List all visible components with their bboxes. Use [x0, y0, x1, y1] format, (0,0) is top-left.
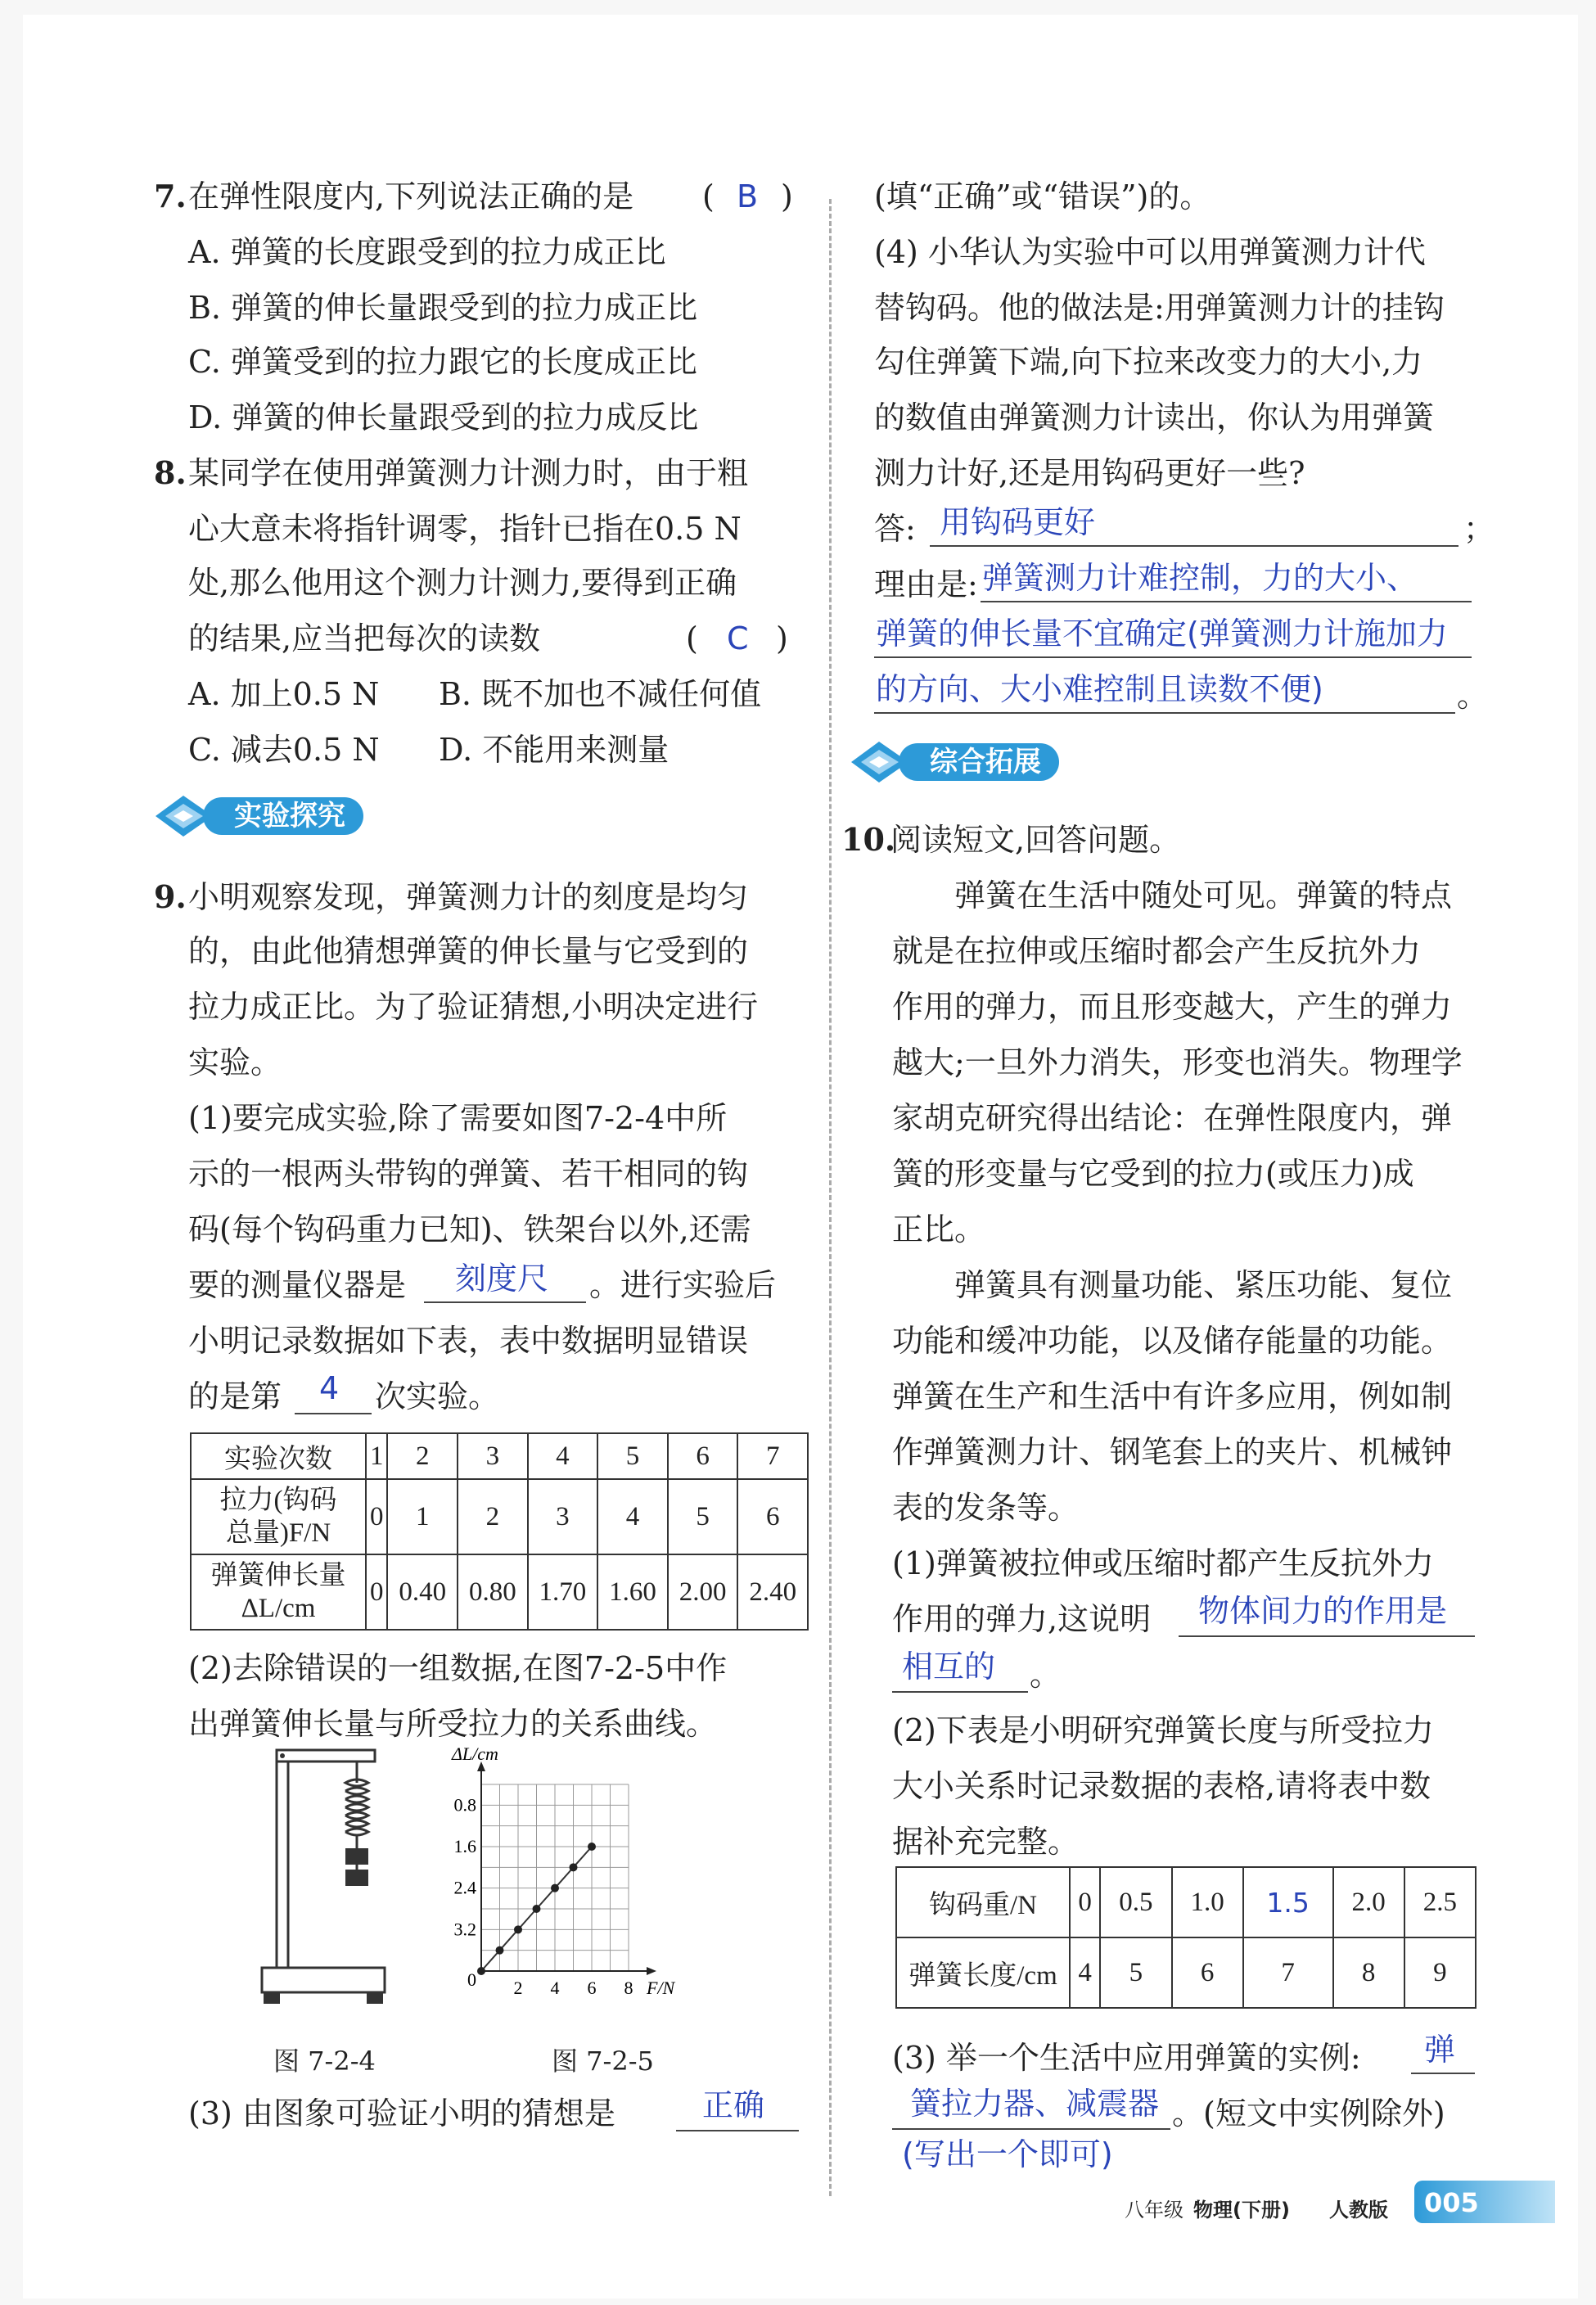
q7-answer: B — [737, 178, 759, 214]
graph-data-point — [588, 1843, 596, 1851]
q7-number: 7. — [154, 178, 187, 214]
q10-table-weight: 2.0 — [1333, 1867, 1404, 1937]
q10-p2-line-1: (2)下表是小明研究弹簧长度与所受拉力 — [892, 1712, 1434, 1748]
q10-para1-line-7: 正比。 — [892, 1211, 986, 1247]
q9-cont-line-1: (填“正确”或“错误”)的。 — [874, 178, 1211, 214]
q9-table-force: 2 — [458, 1479, 528, 1554]
q9-table-extension: 0.80 — [458, 1554, 528, 1630]
q9-answer-conclusion: 正确 — [702, 2087, 765, 2123]
q10-p1-end: 。 — [1030, 1657, 1062, 1693]
q9-p3-text: (3) 由图象可验证小明的猜想是 — [188, 2095, 615, 2131]
q7-paren-close: ) — [781, 178, 793, 214]
reason-line-3: 的方向、大小难控制且读数不便) — [876, 671, 1323, 707]
graph-data-point — [496, 1946, 504, 1955]
q10-blank-1a — [1179, 1635, 1475, 1637]
q9-table-extension-label-b: ΔL/cm — [241, 1594, 316, 1623]
q10-blank-3a — [1411, 2073, 1475, 2074]
q10-para2-line-4: 作弹簧测力计、钢笔套上的夹片、机械钟 — [892, 1434, 1453, 1470]
q9-table-extension-label-a: 弹簧伸长量 — [210, 1561, 346, 1590]
reason-blank-1 — [981, 601, 1472, 602]
q9-blank-2 — [295, 1413, 372, 1414]
q7-option-d: D. 弹簧的伸长量跟受到的拉力成反比 — [188, 399, 699, 435]
q9-table-extension: 0 — [366, 1554, 387, 1630]
q10-p3-note: (写出一个即可) — [902, 2136, 1113, 2172]
answer-blank — [930, 545, 1458, 547]
q9-p2-line-1: (2)去除错误的一组数据,在图7-2-5中作 — [188, 1650, 728, 1686]
q10-blank-1b — [892, 1691, 1028, 1693]
q9-p1-line-3: 码(每个钩码重力已知)、铁架台以外,还需 — [188, 1211, 751, 1247]
graph-y-tick: 1.6 — [453, 1836, 476, 1856]
q10-answer-3a: 弹 — [1424, 2032, 1456, 2068]
footer-page-tab — [1414, 2181, 1555, 2223]
q9-p2-line-2: 出弹簧伸长量与所受拉力的关系曲线。 — [188, 1706, 718, 1742]
q9-stem-1: 小明观察发现，弹簧测力计的刻度是均匀 — [188, 879, 749, 915]
q10-answer-3b: 簧拉力器、减震器 — [910, 2086, 1160, 2122]
reason-period: 。 — [1457, 678, 1489, 714]
q10-answer-1b: 相互的 — [902, 1649, 996, 1685]
graph-y-label: ΔL/cm — [452, 1743, 498, 1764]
spring-stand-figure — [260, 1734, 440, 2028]
q9-table-header: 实验次数 — [191, 1433, 366, 1479]
q10-table-weight: 0 — [1070, 1867, 1100, 1937]
q8-line-2: 心大意未将指针调零，指针已指在0.5 N — [188, 511, 742, 547]
q9-table-trial: 6 — [668, 1433, 738, 1479]
q9-table-force-label-b: 总量)F/N — [225, 1518, 331, 1548]
q10-table-length: 6 — [1172, 1937, 1243, 2008]
graph-y-tick: 2.4 — [453, 1877, 476, 1898]
q9-p1-line-6-pre: 的是第 — [188, 1378, 282, 1414]
graph-data-point — [514, 1925, 522, 1933]
q8-option-a: A. 加上0.5 N — [188, 676, 380, 712]
q10-stem: 阅读短文,回答问题。 — [890, 822, 1181, 858]
q10-para2-line-3: 弹簧在生产和生活中有许多应用，例如制 — [892, 1378, 1453, 1414]
q10-answer-1a: 物体间力的作用是 — [1198, 1593, 1448, 1629]
reason-blank-2 — [874, 656, 1472, 658]
graph-data-point — [570, 1863, 578, 1871]
q10-table-length: 7 — [1243, 1937, 1333, 2008]
q10-table-weight-filled: 1.5 — [1243, 1867, 1333, 1937]
q7-option-c: C. 弹簧受到的拉力跟它的长度成正比 — [188, 344, 697, 380]
q7-stem: 在弹性限度内,下列说法正确的是 — [188, 178, 634, 214]
q10-para2-line-5: 表的发条等。 — [892, 1490, 1080, 1526]
q10-table-weight-label: 钩码重/N — [896, 1867, 1070, 1937]
reason-line-2: 弹簧的伸长量不宜确定(弹簧测力计施加力 — [876, 616, 1448, 652]
graph-x-arrow — [647, 1967, 656, 1975]
footer-edition: 人教版 — [1329, 2199, 1388, 2222]
q10-p1-line-1: (1)弹簧被拉伸或压缩时都产生反抗外力 — [892, 1545, 1434, 1581]
q9-table-trial: 7 — [737, 1433, 808, 1479]
q10-data-table — [895, 1866, 1477, 2009]
q9-blank-1 — [424, 1301, 586, 1303]
q9-p4-line-4: 的数值由弹簧测力计读出，你认为用弹簧 — [874, 399, 1435, 435]
reason-line-1: 弹簧测力计难控制，力的大小、 — [982, 560, 1418, 596]
q9-table-extension: 1.70 — [528, 1554, 598, 1630]
q10-p2-line-3: 据补充完整。 — [892, 1824, 1080, 1860]
graph-x-tick: 4 — [550, 1978, 560, 1998]
q10-para1-line-6: 簧的形变量与它受到的拉力(或压力)成 — [892, 1156, 1414, 1192]
q8-paren-open: ( — [686, 620, 698, 656]
footer-page-number: 005 — [1424, 2187, 1479, 2218]
q9-table-trial: 4 — [528, 1433, 598, 1479]
q9-table-trial: 2 — [387, 1433, 458, 1479]
q10-table-length: 4 — [1070, 1937, 1100, 2008]
q10-table-length-label: 弹簧长度/cm — [896, 1937, 1070, 2008]
section-banner-extend — [850, 738, 1095, 786]
q9-p1-line-2: 示的一根两头带钩的弹簧、若干相同的钩 — [188, 1156, 749, 1192]
answer-choice: 用钩码更好 — [940, 504, 1096, 540]
q9-answer-trial: 4 — [319, 1370, 340, 1406]
q9-table-extension: 0.40 — [387, 1554, 458, 1630]
graph-x-tick: 8 — [624, 1978, 633, 1998]
q10-table-length: 9 — [1404, 1937, 1476, 2008]
footer-subject: 物理(下册) — [1193, 2199, 1290, 2222]
q9-p1-line-1: (1)要完成实验,除了需要如图7-2-4中所 — [188, 1100, 728, 1136]
workbook-page — [23, 15, 1578, 2298]
extension-force-graph — [449, 1743, 760, 2037]
q9-table-trial: 5 — [597, 1433, 668, 1479]
q10-p3-post: 。(短文中实例除外) — [1172, 2095, 1445, 2131]
q10-para1-line-2: 就是在拉伸或压缩时都会产生反抗外力 — [892, 933, 1422, 969]
q10-table-length: 5 — [1100, 1937, 1171, 2008]
fig-7-2-5-caption: 图 7-2-5 — [552, 2046, 654, 2077]
q9-table-force: 3 — [528, 1479, 598, 1554]
q9-table-extension: 1.60 — [597, 1554, 668, 1630]
q8-line-1: 某同学在使用弹簧测力计测力时，由于粗 — [188, 455, 749, 491]
q9-answer-instrument: 刻度尺 — [455, 1261, 549, 1297]
q9-number: 9. — [154, 878, 187, 915]
q9-p4-line-1: (4) 小华认为实验中可以用弹簧测力计代 — [874, 234, 1426, 270]
section-title-extend: 综合拓展 — [899, 743, 1059, 781]
column-divider — [829, 199, 832, 2196]
graph-x-tick: 6 — [587, 1978, 597, 1998]
q9-table-extension: 2.00 — [668, 1554, 738, 1630]
q9-table-force: 5 — [668, 1479, 738, 1554]
q10-blank-3b — [892, 2128, 1170, 2130]
q10-table-weight: 1.0 — [1172, 1867, 1243, 1937]
q8-paren-close: ) — [776, 620, 788, 656]
q9-stem-2: 的，由此他猜想弹簧的伸长量与它受到的 — [188, 933, 749, 969]
q10-table-weight: 2.5 — [1404, 1867, 1476, 1937]
q9-table-trial: 1 — [366, 1433, 387, 1479]
q8-answer: C — [727, 620, 749, 656]
q10-para1-line-5: 家胡克研究得出结论：在弹性限度内，弹 — [892, 1100, 1453, 1136]
q9-table-force-label — [191, 1479, 366, 1554]
q9-table-force: 4 — [597, 1479, 668, 1554]
q9-table-extension-label — [191, 1554, 366, 1630]
fig-7-2-4-caption: 图 7-2-4 — [273, 2046, 376, 2077]
q10-number: 10. — [841, 821, 896, 858]
q9-table-force-label-a: 拉力(钩码 — [219, 1486, 337, 1515]
graph-data-point — [533, 1905, 541, 1913]
q9-p1-line-5: 小明记录数据如下表，表中数据明显错误 — [188, 1323, 749, 1359]
q10-para1-line-1: 弹簧在生活中随处可见。弹簧的特点 — [954, 877, 1453, 913]
q7-option-b: B. 弹簧的伸长量跟受到的拉力成正比 — [188, 290, 698, 326]
reason-label: 理由是: — [874, 566, 978, 602]
q9-data-table — [190, 1432, 809, 1631]
q9-p4-line-3: 勾住弹簧下端,向下拉来改变力的大小,力 — [874, 344, 1423, 380]
q8-number: 8. — [154, 454, 187, 491]
q10-p3-text: (3) 举一个生活中应用弹簧的实例: — [892, 2040, 1361, 2076]
q8-line-3: 处,那么他用这个测力计测力,要得到正确 — [188, 565, 737, 601]
graph-y-tick: 0.8 — [453, 1794, 476, 1816]
q9-stem-3: 拉力成正比。为了验证猜想,小明决定进行 — [188, 989, 759, 1025]
q7-option-a: A. 弹簧的长度跟受到的拉力成正比 — [188, 234, 666, 270]
q9-p4-line-5: 测力计好,还是用钩码更好一些? — [874, 455, 1305, 491]
answer-semicolon: ； — [1463, 511, 1495, 547]
q8-line-4: 的结果,应当把每次的读数 — [188, 620, 541, 656]
q9-stem-4: 实验。 — [188, 1044, 282, 1080]
q9-table-force: 0 — [366, 1479, 387, 1554]
q10-p1-line-2: 作用的弹力,这说明 — [892, 1601, 1152, 1637]
q9-table-force: 1 — [387, 1479, 458, 1554]
q9-table-extension: 2.40 — [737, 1554, 808, 1630]
reason-blank-3 — [874, 712, 1455, 714]
q9-table-force: 6 — [737, 1479, 808, 1554]
q9-p1-line-4-post: 。进行实验后 — [589, 1267, 777, 1303]
q9-p4-line-2: 替钩码。他的做法是:用弹簧测力计的挂钩 — [874, 290, 1445, 326]
graph-grid — [481, 1784, 629, 1971]
q10-para2-line-2: 功能和缓冲功能，以及储存能量的功能。 — [892, 1323, 1453, 1359]
footer-grade: 八年级 — [1125, 2199, 1183, 2222]
answer-label: 答: — [874, 511, 916, 547]
graph-x-label: F/N — [647, 1978, 675, 1998]
q10-para1-line-3: 作用的弹力，而且形变越大，产生的弹力 — [892, 989, 1453, 1025]
q9-p1-line-6-post: 次实验。 — [375, 1378, 500, 1414]
section-title-experiment: 实验探究 — [203, 797, 363, 835]
q10-para1-line-4: 越大;一旦外力消失，形变也消失。物理学 — [892, 1044, 1463, 1080]
q10-table-length: 8 — [1333, 1937, 1404, 2008]
q10-table-weight: 0.5 — [1100, 1867, 1171, 1937]
q7-paren-open: ( — [702, 178, 715, 214]
graph-y-tick: 3.2 — [453, 1919, 476, 1940]
graph-data-point — [477, 1967, 485, 1975]
q9-table-trial: 3 — [458, 1433, 528, 1479]
graph-data-point — [551, 1884, 559, 1892]
graph-origin-label: 0 — [467, 1969, 476, 1990]
q8-option-c: C. 减去0.5 N — [188, 732, 380, 768]
graph-x-tick: 2 — [513, 1978, 523, 1998]
q8-option-b: B. 既不加也不减任何值 — [439, 676, 762, 712]
q8-option-d: D. 不能用来测量 — [439, 732, 670, 768]
section-banner-experiment — [154, 792, 399, 840]
q10-p2-line-2: 大小关系时记录数据的表格,请将表中数 — [892, 1768, 1431, 1804]
q9-p1-line-4-pre: 要的测量仪器是 — [188, 1267, 407, 1303]
q9-blank-3 — [676, 2130, 799, 2131]
q10-para2-line-1: 弹簧具有测量功能、紧压功能、复位 — [954, 1267, 1453, 1303]
